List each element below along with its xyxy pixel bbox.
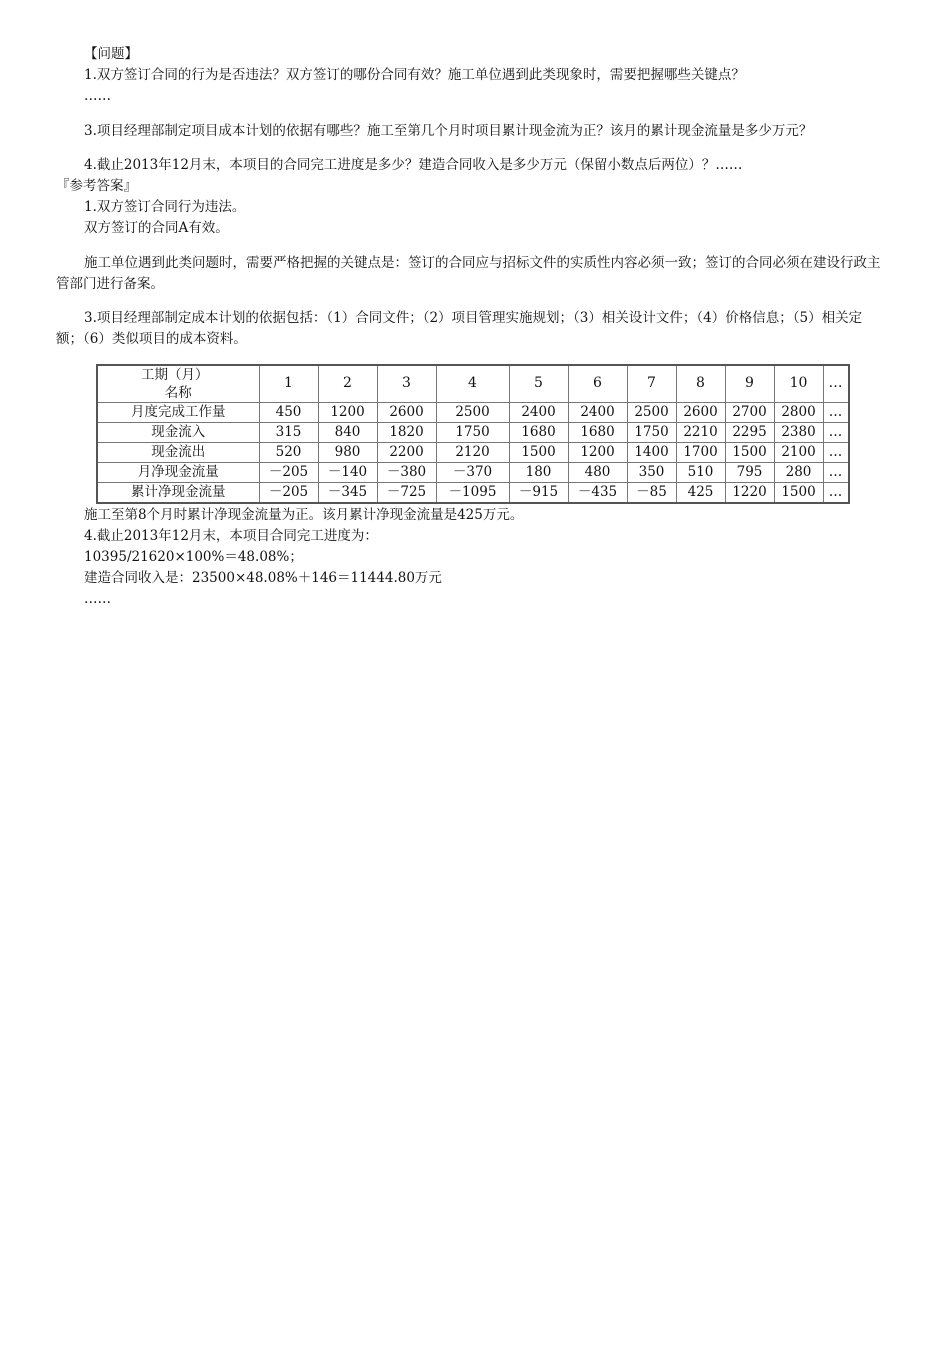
table-cell: －205 [259,482,318,503]
table-cell: 795 [725,462,774,482]
month-header: 8 [676,365,725,403]
answer-ellipsis: …… [84,590,111,607]
table-cell: 1500 [725,442,774,462]
questions-heading: 【问题】 [84,46,138,62]
table-row [97,422,849,442]
table-cell: 2210 [676,422,725,442]
table-cell: 180 [509,462,568,482]
table-cell: －725 [377,482,436,503]
table-cell: 1220 [725,482,774,503]
table-cell: －435 [568,482,627,503]
answer-4-line-3: 建造合同收入是：23500×48.08%＋146＝11444.80万元 [84,569,442,586]
question-1: 1.双方签订合同的行为是否违法？双方签订的哪份合同有效？施工单位遇到此类现象时，需要把握哪些关键点？ [84,67,745,83]
table-cell: 480 [568,462,627,482]
month-header: 6 [568,365,627,403]
table-row [97,442,849,462]
table-cell: 840 [318,422,377,442]
table-cell: 1200 [568,442,627,462]
answer-4-line-2: 10395/21620×100%＝48.08%； [84,548,303,565]
table-cell: 2295 [725,422,774,442]
table-header-period: 工期（月） [97,365,259,384]
table-cell: … [823,482,849,503]
table-cell: 2600 [377,402,436,422]
answer-4-line-1: 4.截止2013年12月末，本项目合同完工进度为： [84,527,378,544]
table-cell: 2120 [436,442,509,462]
table-cell: 450 [259,402,318,422]
table-cell: 1750 [627,422,676,442]
table-cell: 2400 [509,402,568,422]
answer-1-line-3: 施工单位遇到此类问题时，需要严格把握的关键点是：签订的合同应与招标文件的实质性内容必须一致；签订的合同必须在建设行政主管部门进行备案。 [56,254,881,292]
document-page [56,44,882,610]
month-header: 1 [259,365,318,403]
table-row [97,402,849,422]
table-cell: 1500 [774,482,823,503]
row-label: 现金流出 [97,442,259,462]
table-cell: 1680 [568,422,627,442]
table-cell: －345 [318,482,377,503]
table-cell: 350 [627,462,676,482]
table-cell: －915 [509,482,568,503]
table-cell: 2700 [725,402,774,422]
question-ellipsis: …… [84,88,111,104]
table-cell: 1400 [627,442,676,462]
table-cell: 2500 [627,402,676,422]
table-cell: 280 [774,462,823,482]
row-label: 月度完成工作量 [97,402,259,422]
month-header: 2 [318,365,377,403]
table-cell: 510 [676,462,725,482]
table-cell: 2400 [568,402,627,422]
table-cell: －140 [318,462,377,482]
table-cell: 2100 [774,442,823,462]
answers-heading: 『参考答案』 [56,178,137,194]
table-row [97,482,849,503]
table-cell: 2200 [377,442,436,462]
month-header: 9 [725,365,774,403]
month-header: 5 [509,365,568,403]
month-header: 7 [627,365,676,403]
table-cell: －205 [259,462,318,482]
month-header: 4 [436,365,509,403]
row-label: 累计净现金流量 [97,482,259,503]
table-cell: －85 [627,482,676,503]
table-cell: … [823,462,849,482]
cash-flow-table [96,364,850,504]
cash-flow-table-body [97,365,849,503]
month-header: 3 [377,365,436,403]
question-4: 4.截止2013年12月末，本项目的合同完工进度是多少？建造合同收入是多少万元（保留小数点后两位）？…… [84,157,743,173]
table-cell: … [823,422,849,442]
table-header-name: 名称 [97,384,259,403]
month-header: … [823,365,849,403]
table-cell: 315 [259,422,318,442]
table-cell: －370 [436,462,509,482]
table-cell: … [823,442,849,462]
table-cell: 1820 [377,422,436,442]
table-cell: 1700 [676,442,725,462]
table-cell: 425 [676,482,725,503]
table-cell: －1095 [436,482,509,503]
table-cell: 520 [259,442,318,462]
answer-3-conclusion: 施工至第8个月时累计净现金流量为正。该月累计净现金流量是425万元。 [84,506,524,523]
table-cell: 2800 [774,402,823,422]
month-header: 10 [774,365,823,403]
row-label: 现金流入 [97,422,259,442]
table-header-row [97,365,849,384]
table-row [97,462,849,482]
table-cell: 1200 [318,402,377,422]
table-cell: －380 [377,462,436,482]
table-cell: 1500 [509,442,568,462]
question-3: 3.项目经理部制定项目成本计划的依据有哪些？施工至第几个月时项目累计现金流为正？该月的累计现金流量是多少万元？ [84,122,813,139]
table-cell: 1750 [436,422,509,442]
row-label: 月净现金流量 [97,462,259,482]
answer-3: 3.项目经理部制定成本计划的依据包括：（1）合同文件；（2）项目管理实施规划；（3）相关设计文件；（4）价格信息；（5）相关定额；（6）类似项目的成本资料。 [56,310,863,347]
table-cell: 980 [318,442,377,462]
answer-1-line-1: 1.双方签订合同行为违法。 [84,199,246,215]
table-cell: 2600 [676,402,725,422]
table-cell: 1680 [509,422,568,442]
table-cell: 2380 [774,422,823,442]
table-cell: … [823,402,849,422]
table-cell: 2500 [436,402,509,422]
answer-1-line-2: 双方签订的合同A有效。 [84,220,229,236]
